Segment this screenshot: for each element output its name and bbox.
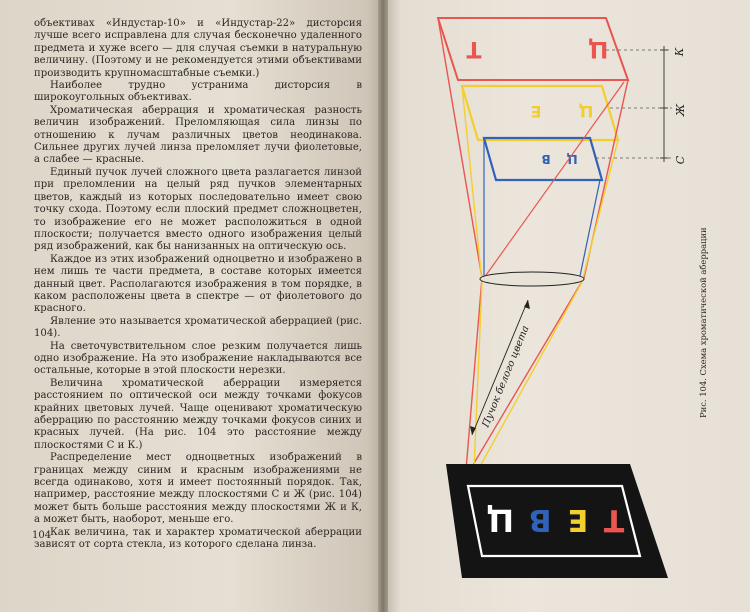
paragraph: Каждое из этих изображений одноцветно и изображено в нем лишь те части предмета, в составе которых имеется данный цвет. Располагаются изображения в том порядке, в каком расположены цвета в спектре — от фиолетового до красного.: [34, 253, 362, 315]
yellow-letter-e: Е: [530, 102, 542, 121]
beam-label: Пучок белого цвета: [480, 324, 532, 430]
blue-letter-c: Ц: [566, 152, 578, 166]
paragraph: Хроматическая аберрация и хроматическая разность величин изображений. Преломляющая сила линзы по отношению к лучам различных цветов неодинакова. Сильнее других лучей линза преломляет лучи фиолетовые, а слабее — красные.: [34, 104, 362, 166]
lens: [480, 272, 584, 286]
paragraph: Явление это называется хроматической аберрацией (рис. 104).: [34, 315, 362, 340]
yellow-ray-left: [474, 282, 482, 470]
red-ray-left: [466, 278, 482, 470]
page-number: 104: [32, 530, 52, 541]
yellow-letter-c: Ц: [578, 102, 594, 121]
yellow-ray-right-upper: [582, 140, 618, 282]
yellow-ray-right: [478, 282, 582, 470]
blue-letter-v: В: [541, 152, 551, 166]
plane-label-k: К: [673, 47, 686, 57]
blue-ray-right-upper: [580, 180, 600, 276]
paragraph: Единый пучок лучей сложного цвета разлагается линзой при преломлении на целый ряд пучков элементарных цветов, каждый из которых последовательно имеет свою точку схода. Поэтому если плоский предмет сложноцветен, то изображение его не может расположиться в одной плоскости; получается вместо одного изображения целый ряд изображений, как бы нанизанных на оптическую ось.: [34, 166, 362, 253]
plane-label-zh: Ж: [674, 103, 687, 117]
paragraph: Наиболее трудно устранима дисторсия в широкоугольных объективах.: [34, 80, 362, 104]
red-letter-c: Ц: [587, 36, 609, 61]
red-letter-t: Т: [466, 36, 482, 61]
object-letter-t: Т: [603, 502, 625, 537]
object-plate: [446, 464, 668, 578]
plane-label-s: С: [674, 155, 687, 165]
object-letter-v: В: [528, 502, 552, 537]
object-letter-c: Ц: [486, 502, 514, 537]
paragraph: объективах «Индустар-10» и «Индустар-22» дисторсия лучше всего исправлена для случая бесконечно удаленного предмета и хуже всего — для случая съемки в натуральную величину. (Поэтому и не рекомендуется этими объективами производить крупномасштабные съемки.): [34, 18, 362, 79]
paragraph: Величина хроматической аберрации измеряется расстоянием по оптической оси между точками фокусов крайних цветовых лучей. Чаще оценивают хроматическую аберрацию по расстоянию между точками фокусов синих и красных лучей. (На рис. 104 это расстояние между плоскостями С и К.): [34, 377, 362, 451]
figure-caption: Рис. 104. Схема хроматической аберрации: [698, 227, 708, 418]
paragraph: Как величина, так и характер хроматической аберрации зависят от сорта стекла, из которого сделана линза.: [34, 526, 362, 551]
paragraph: На светочувствительном слое резким получается лишь одно изображение. На это изображение накладываются все остальные, которые в этой плоскости нерезки.: [34, 340, 362, 377]
paragraph: Распределение мест одноцветных изображений в границах между синим и красным изображениями не всегда одинаково, хотя и имеет постоянный порядок. Так, например, расстояние между плоскостями С и Ж (рис. 104) может быть больше расстояния между плоскостями Ж и К, а может быть, наоборот, меньше его.: [34, 452, 362, 526]
yellow-ray-left-upper: [462, 86, 482, 282]
object-letter-e: Е: [567, 502, 589, 537]
